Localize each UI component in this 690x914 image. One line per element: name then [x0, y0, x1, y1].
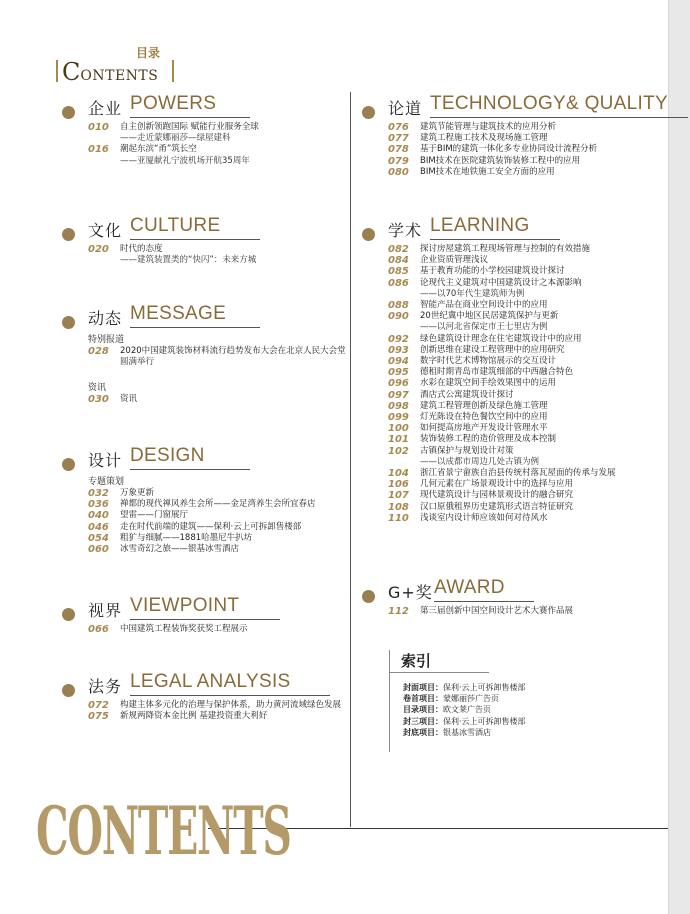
section-bullet-icon	[362, 106, 375, 119]
entry-title: ——以70年代生建筑师为例	[420, 288, 525, 299]
page-number: 092	[388, 333, 409, 345]
entry-title: ——亚厦献礼宁波机场开航35周年	[120, 155, 250, 166]
toc-entry[interactable]	[88, 533, 388, 544]
toc-entry[interactable]	[88, 122, 388, 133]
index-row	[403, 716, 526, 727]
entry-title: 水彩在建筑空间手绘效果图中的运用	[420, 378, 557, 389]
page-number: 079	[388, 155, 409, 167]
section-bullet-icon	[362, 228, 375, 241]
page-number: 107	[388, 490, 409, 502]
toc-entry[interactable]	[388, 457, 688, 468]
entry-title: ——建筑装置类的“快闪”：未来方城	[120, 255, 257, 266]
entry-title: 创新思维在建设工程管理中的应用研究	[420, 344, 565, 355]
page-number: 088	[388, 300, 409, 311]
page-number: 110	[388, 512, 409, 524]
index-row	[403, 704, 526, 715]
entry-title: 如何提高房地产开发设计管理水平	[420, 423, 548, 434]
page-number: 086	[388, 277, 409, 289]
toc-entry[interactable]	[388, 502, 688, 513]
index-key: 封三项目：	[403, 716, 443, 726]
page-number: 094	[388, 356, 409, 367]
section-underline	[130, 117, 250, 118]
entry-title: 冰雪奇幻之旅——银基冰雪酒店	[120, 544, 240, 554]
page-number: 078	[388, 144, 409, 156]
entry-title: BIM技术在医院建筑装饰装修工程中的应用	[420, 155, 581, 166]
toc-entry[interactable]	[388, 334, 688, 345]
toc-entry[interactable]	[388, 434, 688, 445]
toc-entry[interactable]	[388, 167, 688, 178]
page-number: 075	[88, 711, 109, 723]
entry-title: 浙江省景宁畲族自治县传统村落瓦屋面的传承与发展	[420, 468, 616, 478]
entry-title: 灯光陈设在特色餐饮空间中的应用	[420, 412, 548, 422]
entry-title: 建筑节能管理与建筑技术的应用分析	[420, 122, 557, 132]
section-underline	[430, 239, 560, 240]
section-underline	[430, 117, 688, 118]
page-number: 076	[388, 122, 409, 133]
entry-title: 基于BIM的建筑一体化多专业协同设计流程分析	[420, 144, 598, 155]
index-key: 卷首项目：	[403, 694, 443, 704]
index-title: 索引	[401, 652, 432, 670]
index-value: 蒙娜丽莎广告页	[443, 694, 499, 704]
subsection-label: 专题策划	[88, 477, 125, 487]
page-number: 028	[88, 346, 109, 357]
page-number: 054	[88, 532, 109, 544]
toc-entry[interactable]	[388, 266, 688, 277]
page-number: 020	[88, 244, 109, 255]
entry-title: 浅谈室内设计师应该如何对待风水	[420, 512, 548, 523]
section-bullet-icon	[62, 106, 75, 119]
page-number: 108	[388, 501, 409, 513]
toc-entry[interactable]	[388, 255, 688, 266]
toc-entry[interactable]	[88, 156, 388, 167]
entry-title: 第三届创新中国空间设计艺术大赛作品展	[420, 606, 574, 616]
entry-title: 几何元素在广场景观设计中的选择与应用	[420, 479, 574, 490]
section-cn-title: 论道	[388, 99, 423, 118]
entry-title: BIM技术在地铁施工安全方面的应用	[420, 166, 555, 177]
toc-entry[interactable]	[388, 133, 688, 144]
entry-title: 粗犷与细腻——1881哈墨尼牛扒坊	[120, 532, 253, 543]
page-number: 101	[388, 434, 409, 446]
page-number: 085	[388, 266, 409, 278]
entry-title: 圆满举行	[120, 357, 155, 368]
entry-title: 构建主体多元化的治理与保护体系，助力黄河流域绿色发展	[120, 700, 342, 710]
index-value: 银基冰雪酒店	[443, 727, 491, 737]
page-number: 080	[388, 166, 409, 178]
section-cn-title: 企业	[88, 99, 123, 118]
index-row	[403, 682, 526, 693]
toc-entry[interactable]	[388, 356, 688, 367]
index-rows	[403, 682, 526, 738]
toc-entry[interactable]	[388, 311, 688, 322]
section-en-title: LEARNING	[430, 215, 530, 236]
subsection-label: 特别报道	[88, 335, 125, 345]
page-number: 097	[388, 389, 409, 401]
entry-title: 新规两降资本金比例 基建投资重大利好	[120, 711, 268, 722]
entry-title: 数字时代艺术博物馆展示的交互设计	[420, 356, 557, 366]
page-number: 112	[388, 606, 409, 617]
toc-entry[interactable]	[388, 468, 688, 479]
section-cn-title: 文化	[88, 221, 123, 240]
entry-title: 禅都的现代禅风养生会所——金足湾养生会所宜春店	[120, 499, 316, 510]
section-en-title: POWERS	[130, 93, 217, 114]
section-underline	[130, 327, 260, 328]
section-en-title: VIEWPOINT	[130, 595, 240, 616]
toc-entry[interactable]	[388, 322, 688, 333]
toc-entry[interactable]	[388, 490, 688, 501]
page-number: 099	[388, 412, 409, 423]
toc-entry[interactable]	[388, 278, 688, 289]
entry-title: 建筑工程管理创新及绿色施工管理	[420, 400, 548, 411]
section-cn-title: 法务	[88, 677, 123, 696]
subsection-label: 资讯	[88, 383, 107, 394]
section-en-title: TECHNOLOGY& QUALITY	[430, 93, 668, 114]
entry-title: 古镇保护与规划设计对策	[420, 445, 514, 456]
page-number: 106	[388, 479, 409, 491]
page-number: 104	[388, 468, 409, 479]
entry-title: 中国建筑工程装饰奖获奖工程展示	[120, 624, 248, 634]
page-number: 100	[388, 423, 409, 435]
section-en-title: CULTURE	[130, 215, 221, 236]
toc-entry[interactable]	[388, 244, 688, 255]
section-cn-title: 动态	[88, 309, 123, 328]
section-bullet-icon	[62, 608, 75, 621]
section-en-title: AWARD	[434, 577, 505, 598]
page-number: 077	[388, 133, 409, 145]
entry-title: 建筑工程施工技术及现场施工管理	[420, 133, 548, 144]
section-en-title: LEGAL ANALYSIS	[130, 671, 291, 692]
page-number: 010	[88, 122, 109, 133]
section-cn-title: 学术	[388, 221, 423, 240]
section-underline	[130, 695, 330, 696]
section-underline	[130, 239, 260, 240]
toc-entry[interactable]	[388, 390, 688, 401]
header-cn-title: 目录	[136, 46, 161, 60]
header-en-rest: ONTENTS	[80, 68, 159, 84]
toc-entry[interactable]	[88, 394, 388, 405]
entry-title: 汉口原俄租界历史建筑形式语言特征研究	[420, 501, 574, 512]
index-row	[403, 693, 526, 704]
section-bullet-icon	[362, 590, 375, 603]
toc-entry[interactable]	[388, 345, 688, 356]
page-number: 090	[388, 311, 409, 323]
entry-title: 企业资质管理浅议	[420, 255, 489, 266]
toc-entry[interactable]	[388, 513, 688, 524]
page-number: 095	[388, 367, 409, 379]
section-cn-title: G+奖	[388, 583, 433, 602]
header-en-title	[62, 58, 158, 86]
section-bullet-icon	[62, 228, 75, 241]
section-en-title: MESSAGE	[130, 303, 227, 324]
toc-entry[interactable]	[388, 122, 688, 133]
entry-title: ——走近蒙娜丽莎—绿屋建科	[120, 133, 231, 144]
toc-entry[interactable]	[88, 624, 388, 635]
page-number: 060	[88, 544, 109, 555]
entry-title: 酒店式公寓建筑设计探讨	[420, 389, 514, 400]
toc-entry[interactable]	[388, 401, 688, 412]
entry-title: 资讯	[120, 394, 138, 405]
toc-entry[interactable]	[88, 357, 388, 368]
section-cn-title: 视界	[88, 601, 123, 620]
toc-entry[interactable]	[388, 289, 688, 300]
entry-title: 德租时期青岛市建筑细部的中西融合特色	[420, 367, 574, 378]
page-number: 040	[88, 510, 109, 522]
entry-title: 现代建筑设计与园林景观设计的融合研究	[420, 490, 574, 501]
page-number: 096	[388, 378, 409, 390]
section-underline	[434, 601, 534, 602]
index-key: 目录项目：	[403, 705, 443, 715]
section-bullet-icon	[62, 458, 75, 471]
entry-title: 绿色建筑设计理念在住宅建筑设计中的应用	[420, 333, 582, 344]
page-number: 098	[388, 400, 409, 412]
entry-title: 望雷——门窗展厅	[120, 510, 189, 521]
toc-entry[interactable]	[88, 144, 388, 155]
page-number: 016	[88, 144, 109, 156]
toc-entry[interactable]	[388, 378, 688, 389]
entry-title: ——以河北省保定市王七里店为例	[420, 322, 548, 333]
section-underline	[130, 619, 280, 620]
toc-entry[interactable]	[88, 711, 388, 722]
index-horizontal-rule	[389, 672, 489, 673]
toc-entry[interactable]	[388, 156, 688, 167]
section-bullet-icon	[62, 684, 75, 697]
toc-entry[interactable]	[88, 133, 388, 144]
section-underline	[130, 469, 250, 470]
entry-title: 万象更新	[120, 488, 155, 498]
toc-entry[interactable]	[388, 367, 688, 378]
section-bullet-icon	[62, 316, 75, 329]
toc-entry[interactable]	[388, 606, 688, 617]
page-number: 066	[88, 624, 109, 635]
toc-entry[interactable]	[88, 522, 388, 533]
toc-entry[interactable]	[88, 255, 388, 266]
entry-title: ——以成都市周边几处古镇为例	[420, 456, 540, 467]
index-value: 保利·云上可拆卸售楼部	[443, 716, 526, 726]
entry-title: 论现代主义建筑对中国建筑设计之本源影响	[420, 277, 582, 288]
toc-entry[interactable]	[388, 423, 688, 434]
page-number: 093	[388, 344, 409, 356]
page-number: 084	[388, 255, 409, 267]
toc-entry[interactable]	[88, 488, 388, 499]
entry-title: 20世纪冀中地区民居建筑保护与更新	[420, 311, 559, 322]
page-number: 082	[388, 244, 409, 255]
page-number: 046	[88, 521, 109, 533]
toc-entry[interactable]	[88, 244, 388, 255]
toc-entry[interactable]	[88, 544, 388, 555]
entry-title: 2020中国建筑装饰材料流行趋势发布大会在北京人民大会堂	[120, 346, 346, 356]
index-row	[403, 727, 526, 738]
page-number: 072	[88, 700, 109, 711]
index-value: 保利·云上可拆卸售楼部	[443, 683, 526, 692]
index-vertical-rule	[389, 650, 390, 752]
toc-entry[interactable]	[88, 700, 388, 711]
section-en-title: DESIGN	[130, 445, 205, 466]
header-en-initial: C	[62, 58, 81, 86]
entry-title: 走在时代前端的建筑——保利·云上可拆卸售楼部	[120, 521, 302, 532]
decorative-contents-title: CONTENTS	[36, 792, 291, 870]
toc-entry[interactable]	[388, 300, 688, 311]
entry-title: 时代的态度	[120, 244, 163, 254]
entry-title: 基于教育功能的小学校园建筑设计探讨	[420, 266, 565, 277]
entry-title: 智能产品在商业空间设计中的应用	[420, 300, 548, 310]
toc-entry[interactable]	[88, 510, 388, 521]
toc-entry[interactable]	[88, 499, 388, 510]
toc-entry[interactable]	[388, 412, 688, 423]
entry-title: 潮起东滨“甬”筑长空	[120, 144, 197, 155]
toc-entry[interactable]	[388, 144, 688, 155]
page-number: 036	[88, 499, 109, 511]
section-cn-title: 设计	[88, 451, 123, 470]
entry-title: 自主创新领跑国际 赋能行业服务全球	[120, 122, 259, 132]
toc-entry[interactable]	[388, 479, 688, 490]
page-number: 032	[88, 488, 109, 499]
index-key: 封面项目：	[403, 683, 443, 692]
page-number: 102	[388, 445, 409, 457]
toc-entry[interactable]	[388, 446, 688, 457]
entry-title: 装饰装修工程的造价管理及成本控制	[420, 434, 557, 445]
toc-entry[interactable]	[88, 346, 388, 357]
entry-title: 探讨房屋建筑工程现场管理与控制的有效措施	[420, 244, 591, 254]
page-number: 030	[88, 394, 109, 406]
index-key: 封底项目：	[403, 727, 443, 737]
index-value: 欧文莱广告页	[443, 705, 491, 715]
